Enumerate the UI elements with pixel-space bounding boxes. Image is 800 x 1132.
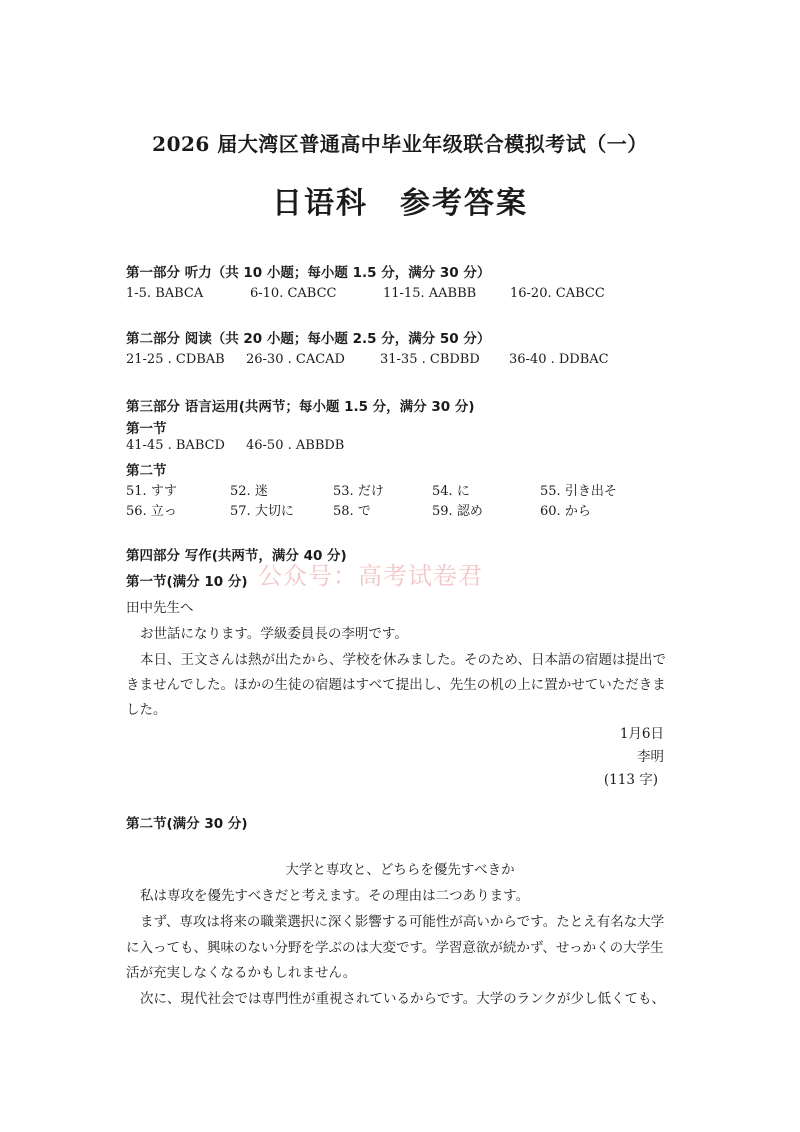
essay-line: 活が充実しなくなるかもしれません。	[126, 965, 357, 981]
letter-line: 本日、王文さんは熱が出たから、学校を休みました。そのため、日本語の宿題は提出で	[140, 652, 666, 668]
exam-title: 2026 届大湾区普通高中毕业年级联合模拟考试（一）	[152, 132, 648, 156]
fill-answer-item	[126, 480, 177, 499]
part1-answer-group: 1-5. BABCA	[126, 286, 204, 301]
item-answer: で	[357, 504, 371, 519]
part1-heading: 第一部分 听力（共 10 小题；每小题 1.5 分，满分 30 分）	[126, 265, 491, 281]
essay-line: 次に、現代社会では専門性が重視されているからです。大学のランクが少し低くても、	[140, 991, 666, 1007]
fill-answer-item	[333, 480, 384, 499]
letter-signature: 李明	[637, 749, 664, 765]
item-number: 58.	[333, 504, 354, 519]
item-answer: だけ	[357, 484, 384, 499]
item-number: 55.	[540, 484, 561, 499]
essay-line: 私は専攻を優先すべきだと考えます。その理由は二つあります。	[140, 888, 530, 904]
letter-line: した。	[126, 702, 167, 718]
essay-title: 大学と専攻と、どちらを優先すべきか	[285, 862, 515, 878]
letter-char-count: (113 字)	[603, 772, 658, 788]
part1-answer-group: 16-20. CABCC	[510, 286, 605, 301]
part2-answer-group: 21-25 . CDBAB	[126, 352, 225, 367]
fill-answer-item	[333, 500, 371, 519]
item-number: 53.	[333, 484, 354, 499]
item-answer: に	[456, 484, 470, 499]
item-number: 60.	[540, 504, 561, 519]
fill-answer-item	[230, 500, 294, 519]
part2-answer-group: 26-30 . CACAD	[246, 352, 345, 367]
item-number: 56.	[126, 504, 147, 519]
part4-section1-label: 第一节(满分 10 分)	[126, 574, 248, 590]
part2-heading: 第二部分 阅读（共 20 小题；每小题 2.5 分，满分 50 分）	[126, 331, 491, 347]
part3-answer-group: 46-50 . ABBDB	[246, 438, 345, 453]
part3-section1-label: 第一节	[126, 421, 167, 437]
item-number: 54.	[432, 484, 453, 499]
item-answer: すす	[150, 484, 177, 499]
part1-answer-group: 11-15. AABBB	[383, 286, 477, 301]
essay-line: に入っても、興味のない分野を学ぶのは大変です。学習意欲が続かず、せっかくの大学生	[126, 940, 664, 956]
part1-answer-group: 6-10. CABCC	[250, 286, 337, 301]
fill-answer-item	[230, 480, 268, 499]
item-answer: 迷	[254, 484, 268, 499]
part3-section2-label: 第二节	[126, 463, 167, 479]
part4-section2-label: 第二节(满分 30 分)	[126, 816, 248, 832]
fill-answer-item	[540, 480, 617, 499]
part3-heading: 第三部分 语言运用(共两节；每小题 1.5 分，满分 30 分)	[126, 399, 475, 415]
item-number: 52.	[230, 484, 251, 499]
answer-key-subtitle: 日语科 参考答案	[272, 186, 528, 221]
item-number: 57.	[230, 504, 251, 519]
letter-date: 1月6日	[619, 726, 664, 742]
item-number: 59.	[432, 504, 453, 519]
letter-line: きませんでした。ほかの生徒の宿題はすべて提出し、先生の机の上に置かせていただきま	[126, 677, 666, 693]
letter-line: お世話になります。学級委員長の李明です。	[140, 626, 408, 642]
part2-answer-group: 31-35 . CBDBD	[380, 352, 480, 367]
essay-line: まず、専攻は将来の職業選択に深く影響する可能性が高いからです。たとえ有名な大学	[140, 914, 665, 930]
part3-answer-group: 41-45 . BABCD	[126, 438, 225, 453]
item-answer: 大切に	[254, 504, 294, 519]
letter-salutation: 田中先生へ	[126, 600, 194, 616]
item-answer: 立っ	[150, 504, 177, 519]
part2-answer-group: 36-40 . DDBAC	[509, 352, 609, 367]
fill-answer-item	[432, 480, 470, 499]
fill-answer-item	[540, 500, 591, 519]
item-answer: から	[564, 504, 591, 519]
fill-answer-item	[126, 500, 177, 519]
fill-answer-item	[432, 500, 483, 519]
item-answer: 認め	[456, 504, 483, 519]
watermark: 公众号：高考试卷君	[258, 562, 483, 590]
part4-heading: 第四部分 写作(共两节，满分 40 分)	[126, 548, 347, 564]
item-answer: 引き出そ	[564, 484, 617, 499]
item-number: 51.	[126, 484, 147, 499]
